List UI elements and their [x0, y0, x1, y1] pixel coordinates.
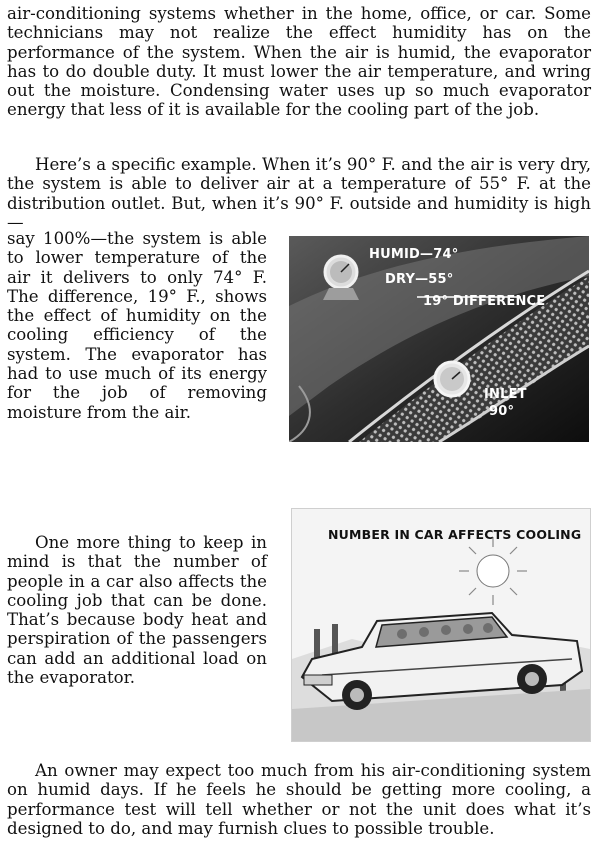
label-dry: DRY—55° — [385, 272, 454, 287]
paragraph-example — [7, 155, 591, 232]
paragraph-text: An owner may expect too much from his air-conditioning system on humid days. If he feels he should be getting more cooling, a performance test will tell whether or not the unit does what it’s designed to do, and may furnish clues to possible trouble. — [7, 761, 591, 838]
paragraph-passengers — [7, 533, 267, 687]
dashboard-illustration — [289, 236, 589, 442]
paragraph-intro — [7, 4, 591, 120]
figure-caption-title: NUMBER IN CAR AFFECTS COOLING — [328, 527, 582, 542]
car-cooling-illustration — [291, 508, 591, 742]
car-drawing — [292, 509, 590, 741]
label-inlet: INLET — [484, 387, 527, 402]
humidity-dashboard-photo — [289, 236, 589, 442]
label-difference: 19° DIFFERENCE — [423, 294, 546, 309]
paragraph-text: air-conditioning systems whether in the home, office, or car. Some technicians may not realize the effect humidity has on the performance of the system. When the air is humid, the evaporator has to do double duty. It must lower the air temperature, and wring out the moisture. Condensing water uses up so much evaporator energy that less of it is available for the cooling part of the job. — [7, 4, 591, 120]
paragraph-performance-test — [7, 761, 591, 838]
label-inlet-temp: 90° — [489, 404, 515, 419]
label-humid: HUMID—74° — [369, 247, 459, 262]
paragraph-text: say 100%—the system is able to lower temperature of the air it delivers to only 74° F. The difference, 19° F., shows the effect of humidity on the cooling efficiency of the system. The evaporator has had to use much of its energy for the job of removing moisture from the air. — [7, 229, 267, 422]
paragraph-text: One more thing to keep in mind is that the number of people in a car also affects the cooling job that can be done. That’s because body heat and perspiration of the passengers can add an additional load on the evaporator. — [7, 533, 267, 688]
paragraph-text: Here’s a specific example. When it’s 90° F. and the air is very dry, the system is able to deliver air at a temperature of 55° F. at the distribution outlet. But, when it’s 90° F. outside and humidity is high— — [7, 155, 591, 232]
paragraph-example-continued — [7, 229, 267, 422]
